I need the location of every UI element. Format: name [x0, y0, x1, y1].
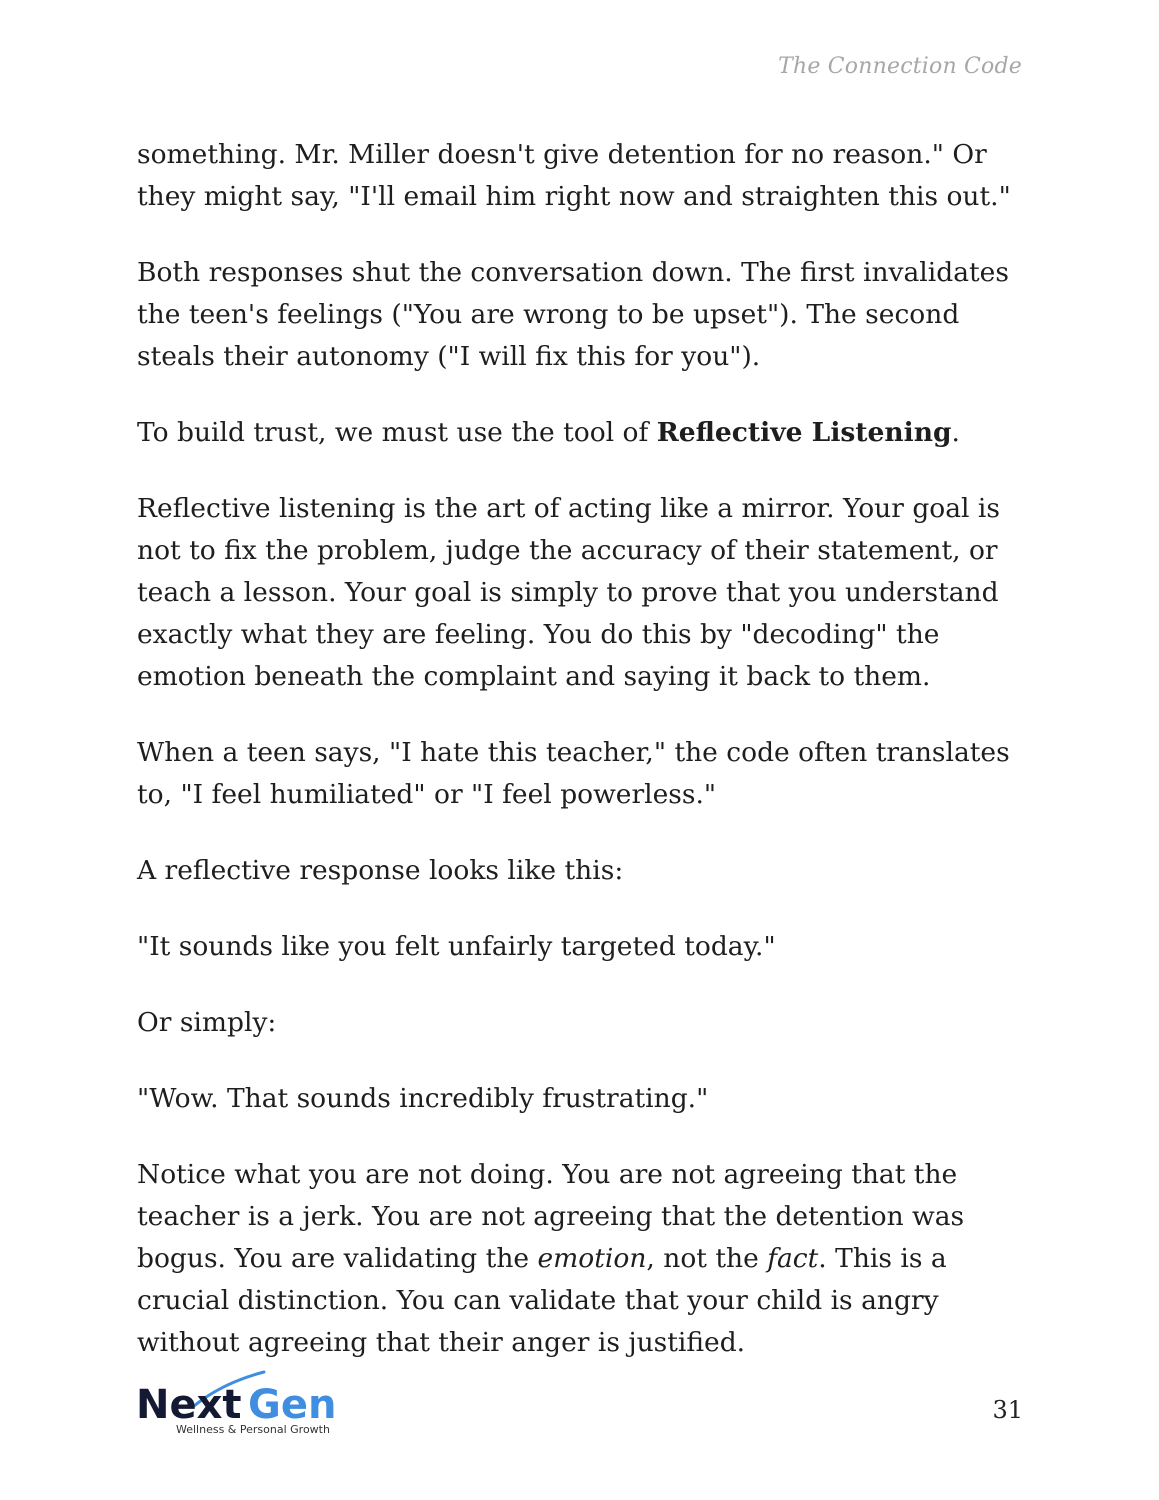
logo-next-ne: Ne	[136, 1382, 197, 1428]
paragraph-10-part-a: Notice what you are not doing. You are not agreeing that the teacher is a jerk. You are not agreeing that the detention was bogus. You are validating the	[137, 1159, 965, 1274]
logo-next-t: t	[222, 1382, 242, 1428]
paragraph-2: Both responses shut the conversation down. The first invalidates the teen's feelings ("You are wrong to be upset"). The second steals their autonomy ("I will fix this for you").	[137, 257, 1009, 372]
paragraph-10-part-b: , not the	[646, 1243, 768, 1274]
paragraph-3-text-start: To build trust, we must use the tool of	[137, 417, 657, 448]
paragraph-10-part-c: . This is a crucial distinction. You can validate that your child is angry without agreeing that their anger is justified.	[137, 1243, 947, 1358]
paragraph-6: A reflective response looks like this:	[137, 855, 624, 886]
page-number: 31	[992, 1396, 1023, 1424]
paragraph-10	[137, 1154, 1027, 1364]
running-header: The Connection Code	[778, 54, 1022, 79]
emphasis-emotion: emotion	[537, 1243, 647, 1274]
logo-word-next	[136, 1382, 242, 1428]
reflective-listening-term: Reflective Listening	[656, 417, 952, 448]
logo-word-gen: Gen	[248, 1382, 337, 1428]
paragraph-4: Reflective listening is the art of acting like a mirror. Your goal is not to fix the problem, judge the accuracy of their statement, or teach a lesson. Your goal is simply to prove that you understand exactly what they are feeling. You do this by "decoding" the emotion beneath the complaint and saying it back to them.	[137, 493, 1001, 692]
logo-tagline: Wellness & Personal Growth	[176, 1423, 330, 1436]
paragraph-3	[137, 412, 1027, 454]
paragraph-8: Or simply:	[137, 1007, 277, 1038]
body-text	[137, 134, 1027, 1398]
paragraph-1: something. Mr. Miller doesn't give detention for no reason." Or they might say, "I'll email him right now and straighten this out."	[137, 139, 1011, 212]
nextgen-logo	[136, 1366, 346, 1442]
paragraph-9: "Wow. That sounds incredibly frustrating."	[137, 1083, 709, 1114]
paragraph-5: When a teen says, "I hate this teacher," the code often translates to, "I feel humiliated" or "I feel powerless."	[137, 737, 1010, 810]
paragraph-3-text-end: .	[951, 417, 960, 448]
emphasis-fact: fact	[767, 1243, 819, 1274]
logo-next-x: x	[196, 1382, 223, 1428]
paragraph-7: "It sounds like you felt unfairly targeted today."	[137, 931, 776, 962]
